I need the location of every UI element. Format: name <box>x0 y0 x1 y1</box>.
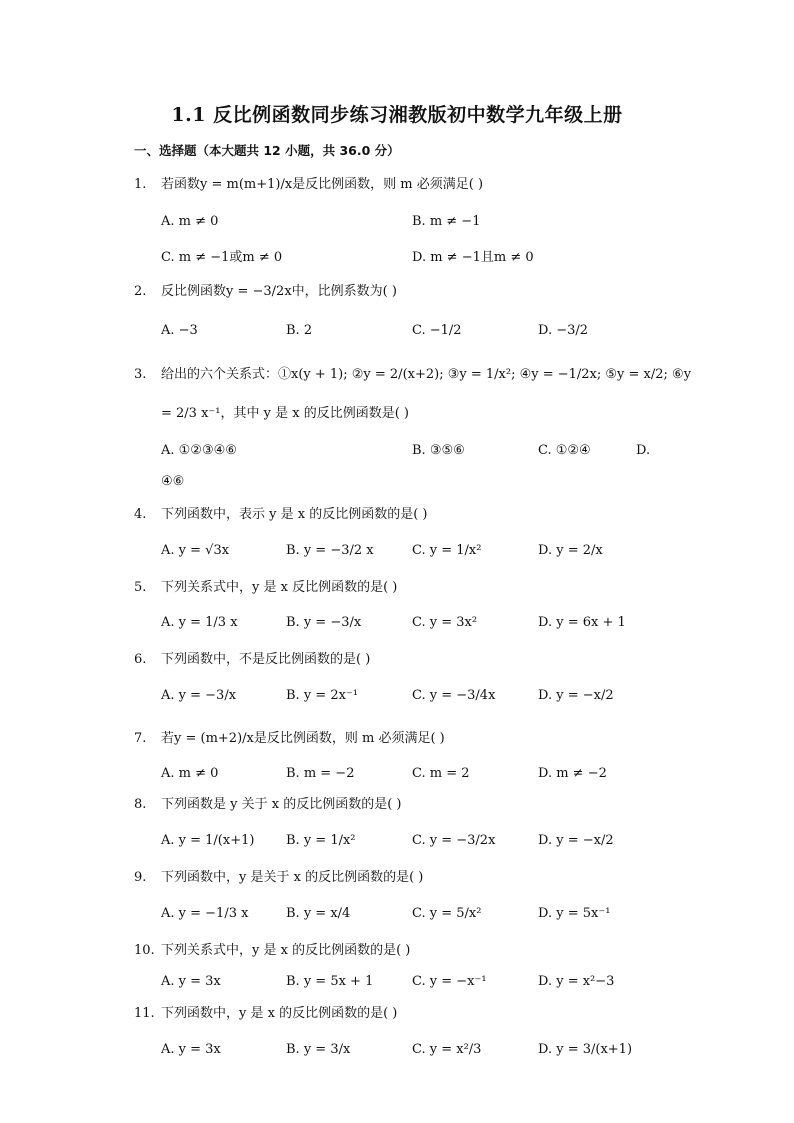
answer-option[interactable]: C. y = −x⁻¹ <box>412 974 487 989</box>
question-number: 2. <box>134 284 147 299</box>
answer-option[interactable]: B. y = 2x⁻¹ <box>286 688 358 703</box>
question-number: 3. <box>134 367 147 382</box>
answer-option[interactable]: A. y = 1/3 x <box>161 615 238 630</box>
answer-option[interactable]: C. y = 3x² <box>412 615 478 630</box>
question-number: 5. <box>134 580 147 595</box>
answer-option[interactable]: A. y = 1/(x+1) <box>161 833 255 848</box>
question-stem: 下列函数是 y 关于 x 的反比例函数的是( ) <box>161 797 402 812</box>
answer-option[interactable]: C. y = −3/2x <box>412 833 496 848</box>
answer-option[interactable]: A. y = 3x <box>161 974 221 989</box>
answer-option[interactable]: B. y = −3/x <box>286 615 362 630</box>
answer-option[interactable]: A. m ≠ 0 <box>161 214 219 229</box>
answer-option[interactable]: C. y = 5/x² <box>412 906 482 921</box>
answer-option[interactable]: D. m ≠ −1且m ≠ 0 <box>412 250 534 265</box>
answer-option[interactable]: C. −1/2 <box>412 323 462 338</box>
answer-option[interactable]: B. y = 5x + 1 <box>286 974 374 989</box>
question-stem: 下列函数中，表示 y 是 x 的反比例函数的是( ) <box>161 507 428 522</box>
question-stem: 下列关系式中，y 是 x 的反比例函数的是( ) <box>161 943 411 958</box>
question-number: 4. <box>134 507 147 522</box>
answer-option[interactable]: D. y = 5x⁻¹ <box>538 906 611 921</box>
section-heading: 一、选择题（本大题共 12 小题，共 36.0 分） <box>134 143 400 158</box>
question-stem: 给出的六个关系式：①x(y + 1); ②y = 2/(x+2); ③y = 1/x²; ④y = −1/2x; ⑤y = x/2; ⑥y <box>161 367 692 382</box>
answer-option[interactable]: B. y = 1/x² <box>286 833 356 848</box>
answer-option[interactable]: B. y = 3/x <box>286 1042 351 1057</box>
answer-option[interactable]: D. y = 2/x <box>538 543 603 558</box>
answer-option[interactable]: C. y = x²/3 <box>412 1042 482 1057</box>
question-number: 10. <box>134 943 155 958</box>
question-stem: 反比例函数y = −3/2x中，比例系数为( ) <box>161 284 397 299</box>
question-stem: 下列函数中，y 是 x 的反比例函数的是( ) <box>161 1006 398 1021</box>
answer-option[interactable]: C. ①②④ <box>538 443 591 458</box>
question-stem: 下列函数中，不是反比例函数的是( ) <box>161 652 371 667</box>
question-number: 6. <box>134 652 147 667</box>
answer-option[interactable]: B. y = −3/2 x <box>286 543 374 558</box>
answer-option[interactable]: D. y = −x/2 <box>538 688 614 703</box>
page-title: 1.1 反比例函数同步练习湘教版初中数学九年级上册 <box>171 104 623 126</box>
question-number: 7. <box>134 731 147 746</box>
answer-option[interactable]: A. m ≠ 0 <box>161 766 219 781</box>
answer-option[interactable]: B. y = x/4 <box>286 906 351 921</box>
answer-option[interactable]: A. ①②③④⑥ <box>161 443 237 458</box>
answer-option[interactable]: A. y = √3x <box>161 543 230 558</box>
question-number: 11. <box>134 1006 155 1021</box>
answer-option[interactable]: B. ③⑤⑥ <box>412 443 465 458</box>
question-number: 8. <box>134 797 147 812</box>
answer-option[interactable]: D. m ≠ −2 <box>538 766 607 781</box>
answer-option[interactable]: A. y = 3x <box>161 1042 221 1057</box>
question-number: 9. <box>134 870 147 885</box>
question-stem-continued: = 2/3 x⁻¹，其中 y 是 x 的反比例函数是( ) <box>161 406 409 421</box>
question-stem: 若y = (m+2)/x是反比例函数，则 m 必须满足( ) <box>161 731 445 746</box>
answer-option[interactable]: C. m = 2 <box>412 766 470 781</box>
answer-option[interactable]: D. y = x²−3 <box>538 974 615 989</box>
answer-option[interactable]: B. m ≠ −1 <box>412 214 481 229</box>
answer-option[interactable]: A. y = −1/3 x <box>161 906 249 921</box>
answer-option[interactable]: D. y = 6x + 1 <box>538 615 626 630</box>
answer-option[interactable]: B. m = −2 <box>286 766 355 781</box>
answer-option[interactable]: C. m ≠ −1或m ≠ 0 <box>161 250 283 265</box>
answer-option[interactable]: A. −3 <box>161 323 198 338</box>
question-stem: 下列关系式中，y 是 x 反比例函数的是( ) <box>161 580 398 595</box>
answer-option[interactable]: C. y = 1/x² <box>412 543 482 558</box>
answer-option[interactable]: D. −3/2 <box>538 323 589 338</box>
answer-option[interactable]: A. y = −3/x <box>161 688 237 703</box>
answer-option[interactable]: D. y = −x/2 <box>538 833 614 848</box>
question-stem: 下列函数中，y 是关于 x 的反比例函数的是( ) <box>161 870 424 885</box>
answer-option[interactable]: D. <box>636 443 651 458</box>
answer-option[interactable]: ④⑥ <box>161 474 185 489</box>
question-stem: 若函数y = m(m+1)/x是反比例函数，则 m 必须满足( ) <box>161 177 484 192</box>
question-number: 1. <box>134 177 147 192</box>
answer-option[interactable]: D. y = 3/(x+1) <box>538 1042 633 1057</box>
answer-option[interactable]: C. y = −3/4x <box>412 688 496 703</box>
answer-option[interactable]: B. 2 <box>286 323 313 338</box>
